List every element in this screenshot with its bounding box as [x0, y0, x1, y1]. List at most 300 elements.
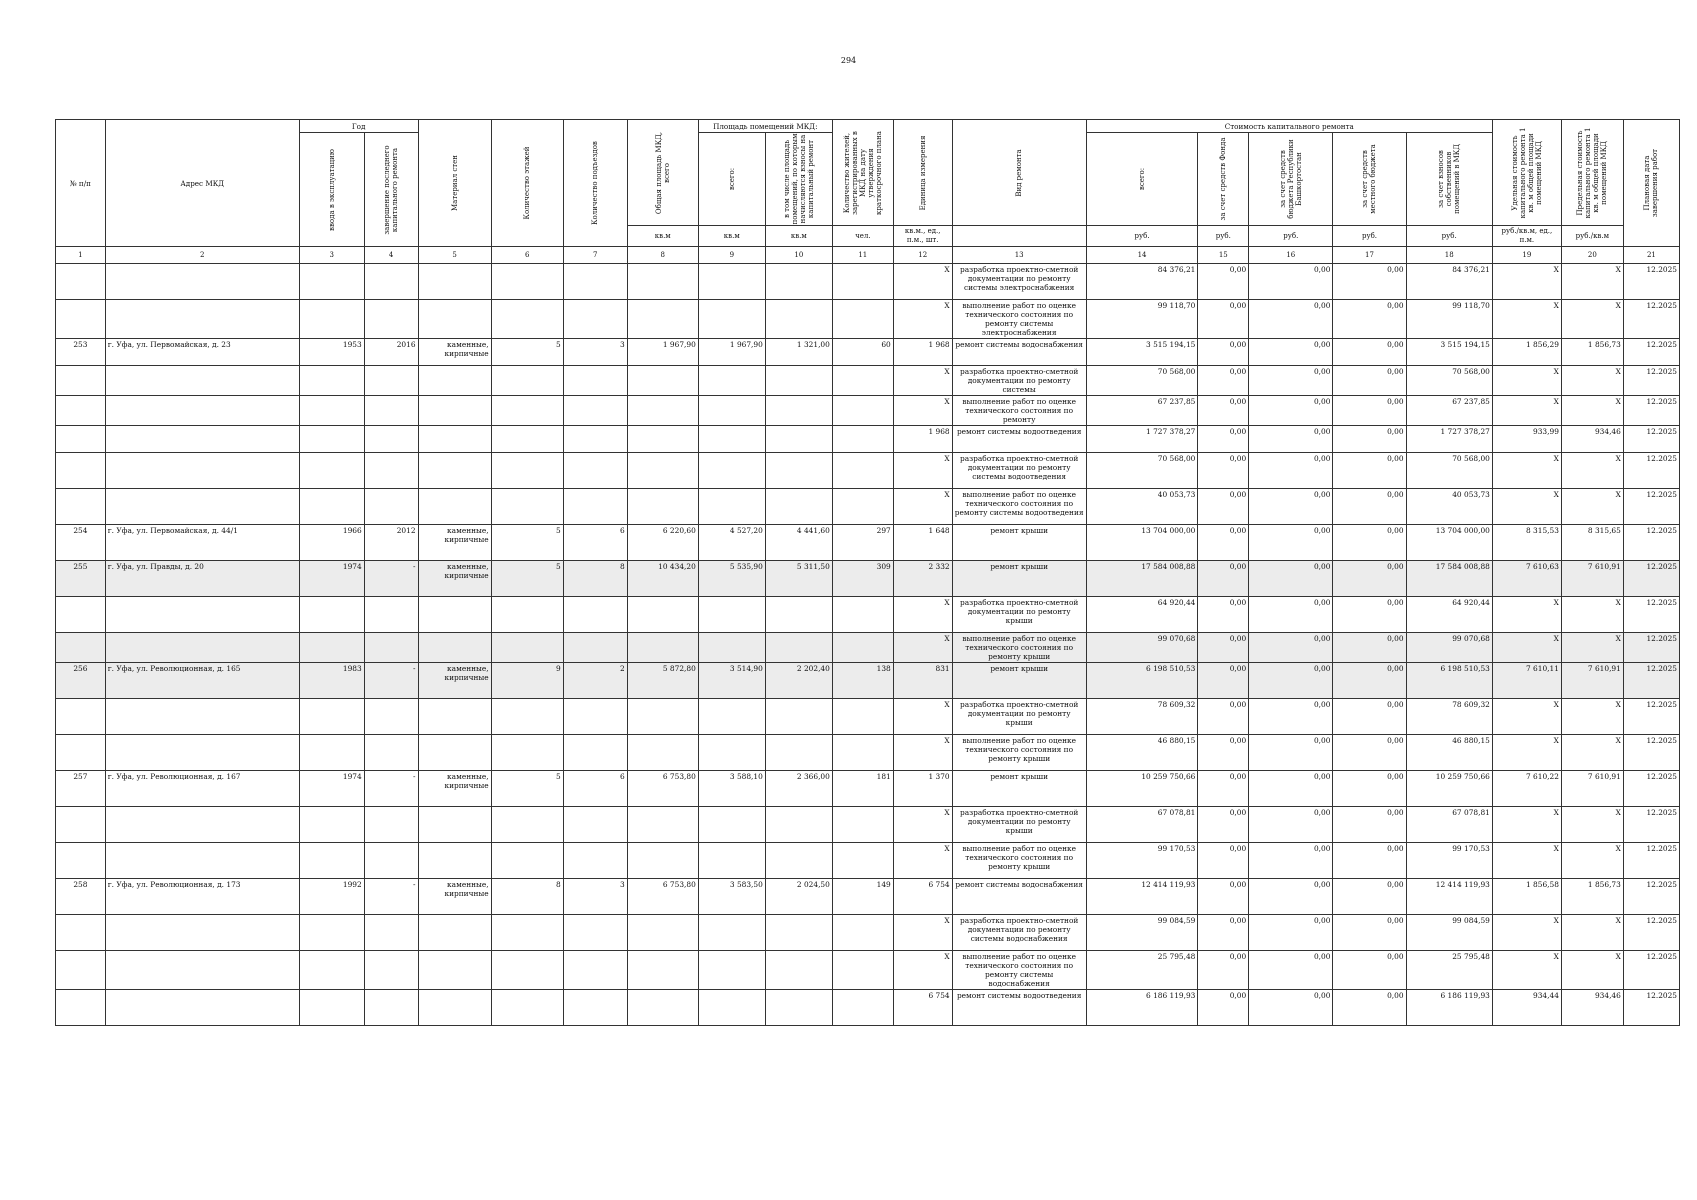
- cell-wall-material: [418, 264, 491, 300]
- cell-commissioning-year: [299, 915, 364, 951]
- table-row: [56, 915, 1680, 951]
- header-unit-cost: Удельная стоимость капитального ремонта 1 кв. м общей площади помещений МКД: [1492, 120, 1561, 226]
- cell-cost-total: 99 084,59: [1086, 915, 1198, 951]
- cell-commissioning-year: [299, 597, 364, 633]
- cell-row-number: [56, 489, 106, 525]
- cell-wall-material: [418, 633, 491, 663]
- cell-address: [105, 396, 299, 426]
- table-row: [56, 339, 1680, 366]
- cell-area-total: [698, 699, 765, 735]
- cell-cost-fund: 0,00: [1198, 489, 1249, 525]
- cell-area-contributions: 2 366,00: [765, 771, 832, 807]
- cell-total-area: [627, 807, 698, 843]
- cell-residents: 60: [832, 339, 893, 366]
- cell-area-total: [698, 426, 765, 453]
- cell-address: [105, 915, 299, 951]
- cell-residents: [832, 453, 893, 489]
- cell-cost-total: 67 237,85: [1086, 396, 1198, 426]
- cell-commissioning-year: [299, 807, 364, 843]
- cell-planned-date: 12.2025: [1623, 426, 1679, 453]
- cell-floors: 5: [491, 771, 563, 807]
- cell-total-area: 6 753,80: [627, 771, 698, 807]
- cell-residents: 297: [832, 525, 893, 561]
- cell-cost-owners: 70 568,00: [1406, 366, 1492, 396]
- cell-area-contributions: [765, 633, 832, 663]
- cell-area-total: 1 967,90: [698, 339, 765, 366]
- cell-wall-material: [418, 366, 491, 396]
- cell-commissioning-year: 1974: [299, 771, 364, 807]
- cell-cost-owners: 6 198 510,53: [1406, 663, 1492, 699]
- cell-address: г. Уфа, ул. Революционная, д. 165: [105, 663, 299, 699]
- cell-planned-date: 12.2025: [1623, 525, 1679, 561]
- cell-area-total: [698, 264, 765, 300]
- cell-last-repair-year: [364, 990, 418, 1026]
- cell-wall-material: каменные, кирпичные: [418, 525, 491, 561]
- cell-last-repair-year: 2016: [364, 339, 418, 366]
- cell-commissioning-year: [299, 489, 364, 525]
- cell-cost-fund: 0,00: [1198, 339, 1249, 366]
- cell-entrances: [563, 843, 627, 879]
- cell-address: [105, 597, 299, 633]
- cell-address: г. Уфа, ул. Революционная, д. 167: [105, 771, 299, 807]
- cell-cost-local: 0,00: [1333, 699, 1406, 735]
- cell-area-total: [698, 366, 765, 396]
- column-number: 18: [1406, 247, 1492, 264]
- cell-repair-type: выполнение работ по оценке технического состояния по ремонту системы водоотведения: [952, 489, 1086, 525]
- cell-cost-republic: 0,00: [1249, 663, 1333, 699]
- table-row: [56, 396, 1680, 426]
- cell-row-number: [56, 426, 106, 453]
- cell-commissioning-year: 1974: [299, 561, 364, 597]
- cell-cost-owners: 99 070,68: [1406, 633, 1492, 663]
- cell-commissioning-year: [299, 633, 364, 663]
- cell-cost-total: 13 704 000,00: [1086, 525, 1198, 561]
- cell-repair-type: выполнение работ по оценке технического состояния по ремонту системы электроснабжения: [952, 300, 1086, 339]
- cell-unit-cost: 7 610,63: [1492, 561, 1561, 597]
- cell-unit-cost: 1 856,29: [1492, 339, 1561, 366]
- cell-repair-type: выполнение работ по оценке технического состояния по ремонту крыши: [952, 843, 1086, 879]
- cell-cost-republic: 0,00: [1249, 915, 1333, 951]
- cell-repair-type: ремонт системы водоотведения: [952, 426, 1086, 453]
- cell-unit-cost: X: [1492, 396, 1561, 426]
- cell-last-repair-year: [364, 915, 418, 951]
- unit-area-contrib: кв.м: [765, 226, 832, 247]
- table-row: [56, 489, 1680, 525]
- cell-total-area: [627, 990, 698, 1026]
- cell-repair-type: разработка проектно-сметной документации по ремонту системы: [952, 366, 1086, 396]
- cell-unit-value: X: [893, 597, 952, 633]
- cell-last-repair-year: [364, 633, 418, 663]
- cell-wall-material: [418, 426, 491, 453]
- cell-cost-owners: 99 084,59: [1406, 915, 1492, 951]
- unit-cost-republic: руб.: [1249, 226, 1333, 247]
- cell-area-contributions: [765, 426, 832, 453]
- cell-floors: [491, 264, 563, 300]
- cell-area-total: [698, 300, 765, 339]
- cell-cost-fund: 0,00: [1198, 699, 1249, 735]
- cell-cost-local: 0,00: [1333, 453, 1406, 489]
- cell-cost-total: 70 568,00: [1086, 366, 1198, 396]
- cell-planned-date: 12.2025: [1623, 663, 1679, 699]
- cell-row-number: [56, 807, 106, 843]
- cell-total-area: 6 753,80: [627, 879, 698, 915]
- cell-unit-value: 6 754: [893, 879, 952, 915]
- cell-unit-value: X: [893, 489, 952, 525]
- cell-total-area: 10 434,20: [627, 561, 698, 597]
- cell-area-contributions: [765, 843, 832, 879]
- cell-entrances: [563, 300, 627, 339]
- cell-cost-owners: 17 584 008,88: [1406, 561, 1492, 597]
- cell-area-contributions: [765, 453, 832, 489]
- cell-area-contributions: [765, 366, 832, 396]
- cell-cost-total: 3 515 194,15: [1086, 339, 1198, 366]
- cell-floors: [491, 990, 563, 1026]
- cell-unit-cost: 934,44: [1492, 990, 1561, 1026]
- cell-entrances: 3: [563, 339, 627, 366]
- cell-area-contributions: 2 024,50: [765, 879, 832, 915]
- cell-address: [105, 699, 299, 735]
- unit-area: кв.м: [627, 226, 698, 247]
- cell-entrances: [563, 396, 627, 426]
- cell-last-repair-year: [364, 396, 418, 426]
- header-row-number: № п/п: [56, 120, 106, 247]
- cell-unit-cost: X: [1492, 366, 1561, 396]
- column-number: 10: [765, 247, 832, 264]
- cell-unit-cost: 933,99: [1492, 426, 1561, 453]
- cell-row-number: [56, 843, 106, 879]
- cell-unit-cost: X: [1492, 633, 1561, 663]
- cell-cost-fund: 0,00: [1198, 561, 1249, 597]
- cell-cost-fund: 0,00: [1198, 990, 1249, 1026]
- cell-area-total: [698, 396, 765, 426]
- cell-floors: [491, 951, 563, 990]
- cell-address: [105, 735, 299, 771]
- cell-limit-cost: X: [1561, 453, 1623, 489]
- cell-repair-type: выполнение работ по оценке технического состояния по ремонту системы водоснабжения: [952, 951, 1086, 990]
- cell-residents: [832, 915, 893, 951]
- cell-repair-type: ремонт крыши: [952, 561, 1086, 597]
- cell-row-number: [56, 915, 106, 951]
- cell-floors: [491, 597, 563, 633]
- cell-repair-type: ремонт крыши: [952, 525, 1086, 561]
- cell-cost-republic: 0,00: [1249, 597, 1333, 633]
- cell-row-number: [56, 396, 106, 426]
- cell-address: [105, 843, 299, 879]
- cell-repair-type: ремонт системы водоснабжения: [952, 339, 1086, 366]
- cell-residents: 138: [832, 663, 893, 699]
- cell-residents: [832, 597, 893, 633]
- cell-entrances: [563, 426, 627, 453]
- cell-cost-republic: 0,00: [1249, 843, 1333, 879]
- cell-entrances: 6: [563, 525, 627, 561]
- cell-total-area: [627, 366, 698, 396]
- cell-commissioning-year: [299, 453, 364, 489]
- cell-last-repair-year: [364, 426, 418, 453]
- header-cost-total: всего:: [1086, 133, 1198, 226]
- cell-residents: 309: [832, 561, 893, 597]
- cell-cost-fund: 0,00: [1198, 807, 1249, 843]
- cell-last-repair-year: [364, 951, 418, 990]
- cell-row-number: [56, 300, 106, 339]
- cell-address: г. Уфа, ул. Правды, д. 20: [105, 561, 299, 597]
- cell-area-total: [698, 597, 765, 633]
- cell-total-area: 1 967,90: [627, 339, 698, 366]
- table-row: [56, 771, 1680, 807]
- cell-unit-cost: 7 610,11: [1492, 663, 1561, 699]
- cell-total-area: [627, 843, 698, 879]
- cell-commissioning-year: [299, 426, 364, 453]
- cell-commissioning-year: [299, 699, 364, 735]
- cell-unit-value: X: [893, 843, 952, 879]
- cell-repair-type: ремонт системы водоотведения: [952, 990, 1086, 1026]
- cell-wall-material: [418, 300, 491, 339]
- cell-area-contributions: [765, 489, 832, 525]
- cell-planned-date: 12.2025: [1623, 339, 1679, 366]
- cell-total-area: [627, 597, 698, 633]
- cell-cost-owners: 1 727 378,27: [1406, 426, 1492, 453]
- column-number: 6: [491, 247, 563, 264]
- cell-cost-republic: 0,00: [1249, 951, 1333, 990]
- cell-last-repair-year: [364, 264, 418, 300]
- cell-cost-republic: 0,00: [1249, 489, 1333, 525]
- cell-planned-date: 12.2025: [1623, 396, 1679, 426]
- cell-unit-value: 1 370: [893, 771, 952, 807]
- cell-cost-local: 0,00: [1333, 843, 1406, 879]
- cell-cost-local: 0,00: [1333, 597, 1406, 633]
- cell-total-area: [627, 699, 698, 735]
- cell-cost-owners: 10 259 750,66: [1406, 771, 1492, 807]
- cell-unit-value: X: [893, 366, 952, 396]
- cell-unit-cost: X: [1492, 699, 1561, 735]
- cell-area-contributions: [765, 735, 832, 771]
- cell-limit-cost: 1 856,73: [1561, 879, 1623, 915]
- cell-cost-republic: 0,00: [1249, 525, 1333, 561]
- cell-row-number: [56, 951, 106, 990]
- cell-limit-cost: X: [1561, 843, 1623, 879]
- cell-floors: [491, 453, 563, 489]
- cell-unit-cost: 1 856,58: [1492, 879, 1561, 915]
- cell-wall-material: каменные, кирпичные: [418, 339, 491, 366]
- cell-unit-cost: X: [1492, 951, 1561, 990]
- cell-planned-date: 12.2025: [1623, 990, 1679, 1026]
- cell-limit-cost: X: [1561, 633, 1623, 663]
- cell-total-area: [627, 426, 698, 453]
- cell-repair-type: разработка проектно-сметной документации по ремонту системы водоотведения: [952, 453, 1086, 489]
- cell-commissioning-year: [299, 843, 364, 879]
- cell-row-number: [56, 597, 106, 633]
- cell-unit-cost: X: [1492, 735, 1561, 771]
- cell-cost-fund: 0,00: [1198, 264, 1249, 300]
- cell-limit-cost: X: [1561, 300, 1623, 339]
- cell-repair-type: разработка проектно-сметной документации по ремонту крыши: [952, 699, 1086, 735]
- cell-cost-total: 25 795,48: [1086, 951, 1198, 990]
- cell-total-area: [627, 735, 698, 771]
- cell-total-area: [627, 489, 698, 525]
- cell-wall-material: [418, 453, 491, 489]
- cell-address: [105, 426, 299, 453]
- unit-specific-cost: руб./кв.м, ед., п.м.: [1492, 226, 1561, 247]
- cell-row-number: 255: [56, 561, 106, 597]
- cell-cost-local: 0,00: [1333, 633, 1406, 663]
- cell-row-number: [56, 453, 106, 489]
- cell-planned-date: 12.2025: [1623, 735, 1679, 771]
- header-limit-cost: Предельная стоимость капитального ремонта 1 кв. м общей площади помещений МКД: [1561, 120, 1623, 226]
- cell-limit-cost: 7 610,91: [1561, 663, 1623, 699]
- column-number: 5: [418, 247, 491, 264]
- header-planned-date: Плановая дата завершения работ: [1623, 120, 1679, 247]
- cell-cost-local: 0,00: [1333, 489, 1406, 525]
- cell-address: [105, 807, 299, 843]
- cell-planned-date: 12.2025: [1623, 489, 1679, 525]
- cell-total-area: [627, 453, 698, 489]
- cell-planned-date: 12.2025: [1623, 597, 1679, 633]
- cell-cost-owners: 67 078,81: [1406, 807, 1492, 843]
- unit-residents: чел.: [832, 226, 893, 247]
- cell-cost-local: 0,00: [1333, 426, 1406, 453]
- cell-unit-value: 831: [893, 663, 952, 699]
- cell-limit-cost: X: [1561, 489, 1623, 525]
- cell-floors: 8: [491, 879, 563, 915]
- cell-unit-value: X: [893, 264, 952, 300]
- header-year-group: Год: [299, 120, 418, 133]
- cell-limit-cost: 7 610,91: [1561, 771, 1623, 807]
- cell-area-contributions: 2 202,40: [765, 663, 832, 699]
- cell-last-repair-year: [364, 597, 418, 633]
- cell-cost-republic: 0,00: [1249, 366, 1333, 396]
- capital-repair-table-wrapper: [55, 119, 1680, 1026]
- table-row: [56, 453, 1680, 489]
- cell-residents: [832, 426, 893, 453]
- cell-entrances: [563, 951, 627, 990]
- cell-cost-owners: 6 186 119,93: [1406, 990, 1492, 1026]
- cell-address: г. Уфа, ул. Революционная, д. 173: [105, 879, 299, 915]
- cell-area-total: [698, 489, 765, 525]
- cell-unit-cost: X: [1492, 264, 1561, 300]
- cell-limit-cost: 7 610,91: [1561, 561, 1623, 597]
- cell-wall-material: каменные, кирпичные: [418, 663, 491, 699]
- cell-cost-fund: 0,00: [1198, 453, 1249, 489]
- table-row: [56, 366, 1680, 396]
- cell-wall-material: каменные, кирпичные: [418, 771, 491, 807]
- cell-area-total: 3 514,90: [698, 663, 765, 699]
- cell-commissioning-year: [299, 951, 364, 990]
- cell-residents: [832, 807, 893, 843]
- cell-repair-type: выполнение работ по оценке технического состояния по ремонту: [952, 396, 1086, 426]
- cell-cost-local: 0,00: [1333, 951, 1406, 990]
- table-row: [56, 951, 1680, 990]
- header-wall-material: Материал стен: [418, 120, 491, 247]
- cell-cost-republic: 0,00: [1249, 264, 1333, 300]
- cell-floors: 9: [491, 663, 563, 699]
- cell-last-repair-year: -: [364, 561, 418, 597]
- cell-residents: [832, 735, 893, 771]
- cell-last-repair-year: [364, 699, 418, 735]
- cell-cost-local: 0,00: [1333, 915, 1406, 951]
- cell-repair-type: ремонт крыши: [952, 771, 1086, 807]
- cell-residents: [832, 699, 893, 735]
- cell-cost-republic: 0,00: [1249, 561, 1333, 597]
- cell-limit-cost: 934,46: [1561, 990, 1623, 1026]
- page-number: 294: [840, 56, 857, 65]
- cell-commissioning-year: [299, 396, 364, 426]
- cell-cost-total: 78 609,32: [1086, 699, 1198, 735]
- cell-unit-value: X: [893, 951, 952, 990]
- column-number: 3: [299, 247, 364, 264]
- cell-floors: [491, 699, 563, 735]
- cell-unit-value: X: [893, 807, 952, 843]
- cell-unit-cost: 8 315,53: [1492, 525, 1561, 561]
- cell-last-repair-year: [364, 735, 418, 771]
- header-cost-owners: за счет взносов собственников помещений в МКД: [1406, 133, 1492, 226]
- cell-wall-material: [418, 489, 491, 525]
- cell-unit-cost: X: [1492, 807, 1561, 843]
- cell-row-number: 254: [56, 525, 106, 561]
- cell-row-number: [56, 699, 106, 735]
- cell-repair-type: выполнение работ по оценке технического состояния по ремонту крыши: [952, 633, 1086, 663]
- table-row: [56, 597, 1680, 633]
- cell-planned-date: 12.2025: [1623, 561, 1679, 597]
- cell-row-number: 253: [56, 339, 106, 366]
- cell-residents: [832, 633, 893, 663]
- cell-residents: [832, 396, 893, 426]
- cell-unit-value: X: [893, 699, 952, 735]
- cell-unit-value: 1 648: [893, 525, 952, 561]
- cell-cost-fund: 0,00: [1198, 663, 1249, 699]
- cell-limit-cost: X: [1561, 597, 1623, 633]
- cell-area-total: 5 535,90: [698, 561, 765, 597]
- unit-limit-cost: руб./кв.м: [1561, 226, 1623, 247]
- cell-cost-republic: 0,00: [1249, 879, 1333, 915]
- cell-total-area: 5 872,80: [627, 663, 698, 699]
- column-number: 9: [698, 247, 765, 264]
- cell-commissioning-year: [299, 990, 364, 1026]
- cell-limit-cost: X: [1561, 396, 1623, 426]
- cell-cost-local: 0,00: [1333, 663, 1406, 699]
- cell-residents: [832, 300, 893, 339]
- cell-commissioning-year: [299, 735, 364, 771]
- cell-last-repair-year: [364, 366, 418, 396]
- cell-cost-republic: 0,00: [1249, 807, 1333, 843]
- cell-unit-cost: X: [1492, 597, 1561, 633]
- cell-area-total: [698, 807, 765, 843]
- column-numbers-row: [56, 247, 1680, 264]
- cell-row-number: [56, 633, 106, 663]
- cell-row-number: [56, 264, 106, 300]
- cell-cost-local: 0,00: [1333, 396, 1406, 426]
- cell-wall-material: каменные, кирпичные: [418, 561, 491, 597]
- cell-commissioning-year: 1983: [299, 663, 364, 699]
- cell-limit-cost: X: [1561, 699, 1623, 735]
- cell-cost-republic: 0,00: [1249, 735, 1333, 771]
- cell-cost-local: 0,00: [1333, 735, 1406, 771]
- header-floors: Количество этажей: [491, 120, 563, 247]
- cell-floors: [491, 426, 563, 453]
- cell-entrances: [563, 597, 627, 633]
- cell-area-total: 3 588,10: [698, 771, 765, 807]
- cell-cost-fund: 0,00: [1198, 525, 1249, 561]
- cell-cost-owners: 78 609,32: [1406, 699, 1492, 735]
- column-number: 15: [1198, 247, 1249, 264]
- cell-cost-local: 0,00: [1333, 771, 1406, 807]
- column-number: 7: [563, 247, 627, 264]
- cell-planned-date: 12.2025: [1623, 807, 1679, 843]
- column-number: 8: [627, 247, 698, 264]
- column-number: 17: [1333, 247, 1406, 264]
- header-cost-group: Стоимость капитального ремонта: [1086, 120, 1492, 133]
- table-row: [56, 699, 1680, 735]
- cell-entrances: 6: [563, 771, 627, 807]
- cell-total-area: [627, 951, 698, 990]
